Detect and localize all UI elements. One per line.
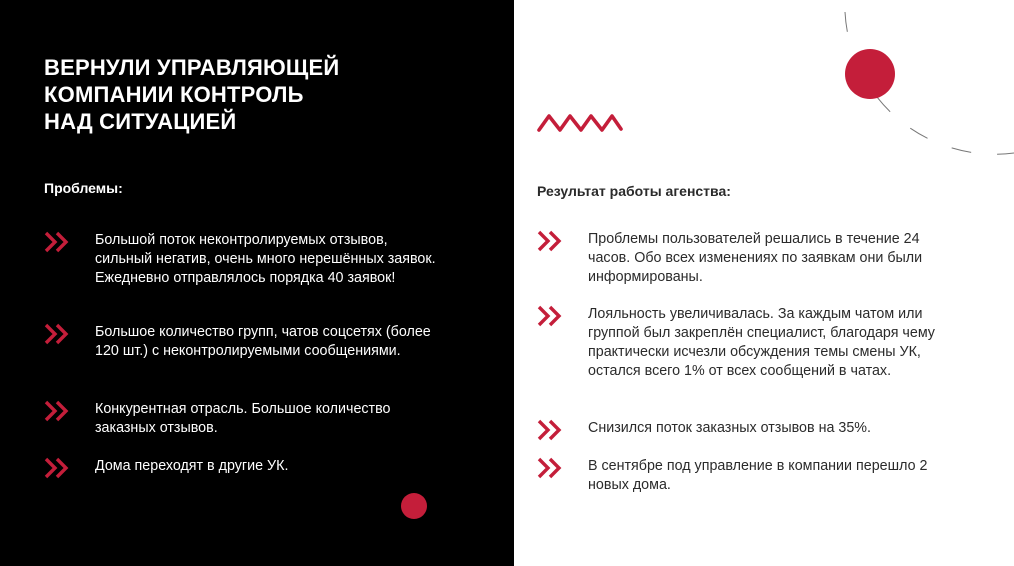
result-item	[537, 230, 960, 287]
title-line: КОМПАНИИ КОНТРОЛЬ	[44, 82, 304, 107]
double-chevron-right-icon	[537, 304, 571, 328]
double-chevron-right-icon	[537, 229, 571, 253]
problem-text: Дома переходят в другие УК.	[95, 458, 289, 474]
problem-item	[44, 323, 445, 361]
result-item	[537, 457, 960, 495]
problem-item	[44, 457, 445, 480]
right-panel	[514, 0, 1014, 566]
double-chevron-right-icon	[44, 399, 78, 423]
problems-heading: Проблемы:	[44, 180, 123, 196]
result-text: Снизился поток заказных отзывов на 35%.	[588, 420, 871, 436]
results-heading: Результат работы агенства:	[537, 183, 731, 199]
result-item	[537, 419, 960, 442]
circle-icon	[845, 49, 895, 99]
circle-icon	[401, 493, 427, 519]
title-line: ВЕРНУЛИ УПРАВЛЯЮЩЕЙ	[44, 55, 340, 80]
title-line: НАД СИТУАЦИЕЙ	[44, 109, 237, 134]
result-text: Проблемы пользователей решались в течение 24 часов. Обо всех изменениях по заявкам они были информированы.	[588, 231, 923, 285]
double-chevron-right-icon	[537, 456, 571, 480]
double-chevron-right-icon	[44, 456, 78, 480]
result-text: В сентябре под управление в компании перешло 2 новых дома.	[588, 458, 928, 493]
problem-item	[44, 231, 445, 288]
double-chevron-right-icon	[537, 418, 571, 442]
double-chevron-right-icon	[44, 322, 78, 346]
zigzag-wave-icon	[536, 110, 624, 134]
dashed-arc-decor	[514, 0, 1014, 170]
double-chevron-right-icon	[44, 230, 78, 254]
problem-text: Конкурентная отрасль. Большое количество заказных отзывов.	[95, 401, 391, 436]
result-item	[537, 305, 960, 381]
result-text: Лояльность увеличивалась. За каждым чатом или группой был закреплён специалист, благодаря чему практически исчезли обсуждения темы смены УК, остался всего 1% от всех сообщений в чатах.	[588, 306, 935, 379]
problem-text: Большой поток неконтролируемых отзывов, сильный негатив, очень много нерешённых заявок. Ежедневно отправлялось порядка 40 заявок!	[95, 232, 436, 286]
problem-text: Большое количество групп, чатов соцсетях (более 120 шт.) с неконтролируемыми сообщениями.	[95, 324, 431, 359]
problem-item	[44, 400, 445, 438]
slide-title	[44, 54, 339, 135]
